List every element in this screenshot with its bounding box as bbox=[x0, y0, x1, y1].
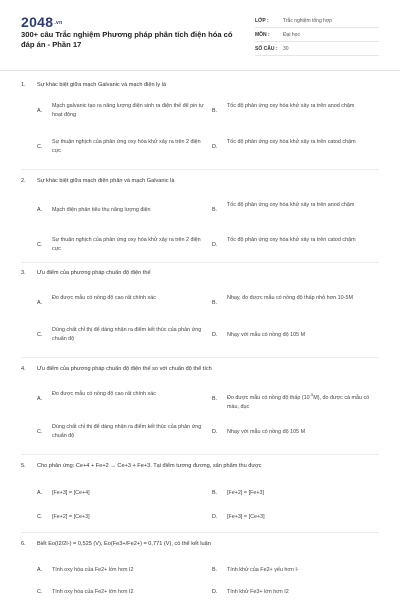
option-superscript: -5 bbox=[309, 392, 314, 397]
option-text: Tốc độ phản ứng oxy hóa khử xảy ra trên catod chậm bbox=[227, 139, 356, 145]
option-text: [Fe+3] = [Ce+4] bbox=[52, 490, 90, 496]
option-text: Dùng chất chỉ thị để dàng nhận ra điểm kết thúc của phản ứng chuẩn độ bbox=[52, 424, 202, 439]
question-number: 2. bbox=[21, 178, 26, 184]
question-divider bbox=[21, 262, 379, 263]
question-number: 1. bbox=[21, 82, 26, 88]
meta-label: MÔN : bbox=[255, 31, 270, 38]
option-letter: B. bbox=[212, 108, 218, 114]
question-stem bbox=[21, 270, 151, 276]
option-text: Tính khử Fe3+ lớn hơn I2 bbox=[227, 589, 289, 595]
option-text: Dùng chất chỉ thị để dàng nhận ra điểm kết thúc của phản ứng chuẩn độ bbox=[52, 327, 202, 342]
option-text: Mạch galvanic tạo ra năng lượng điện sinh ra điện thế để pin tự hoạt động bbox=[52, 103, 204, 118]
meta-value: Trắc nghiệm tổng hợp bbox=[283, 17, 332, 24]
option-letter: A. bbox=[37, 396, 43, 402]
brand-logo[interactable] bbox=[21, 14, 62, 30]
option-text: Tốc độ phản ứng oxy hóa khử xảy ra trên anod chậm bbox=[227, 202, 355, 208]
option-text: Nhạy với mẫu có nồng độ 105 M bbox=[227, 429, 306, 435]
option-letter: C. bbox=[37, 429, 43, 435]
option-text: Tính oxy hóa của Fe2+ lớn hơn I2 bbox=[52, 567, 134, 573]
option-letter: A. bbox=[37, 300, 43, 306]
question-divider bbox=[21, 532, 379, 533]
option-letter: B. bbox=[212, 396, 218, 402]
option-letter: C. bbox=[37, 332, 43, 338]
meta-table bbox=[255, 14, 379, 56]
question-number: 5. bbox=[21, 463, 26, 469]
question-stem bbox=[21, 82, 166, 88]
meta-value: Đại học bbox=[283, 31, 300, 38]
question-text: Sự khác biệt giữa mạch Galvanic và mạch điện ly là bbox=[37, 82, 167, 88]
option-text: Mạch điện phân tiêu thụ năng lượng điện bbox=[52, 207, 151, 213]
option-text: Sự thuận nghịch của phản ứng oxy hóa khử xảy ra trên 2 điện cực bbox=[52, 237, 201, 252]
option-letter: D. bbox=[212, 332, 218, 338]
brand-tld: .vn bbox=[54, 20, 63, 27]
option-letter: B. bbox=[212, 207, 218, 213]
option-text bbox=[227, 390, 382, 412]
option-letter: B. bbox=[212, 567, 218, 573]
question-text: Ưu điểm của phương pháp chuẩn độ điện thế so với chuẩn độ thể tích bbox=[37, 366, 212, 372]
option-letter: C. bbox=[37, 242, 43, 248]
option-text: Tốc độ phản ứng oxy hóa khử xảy ra trên catod chậm bbox=[227, 237, 356, 243]
option-letter: C. bbox=[37, 514, 43, 520]
question-text: Sự khác biệt giữa mạch điện phân và mạch Galvanic là bbox=[37, 178, 175, 184]
option-text: Đo được mẫu có nồng độ cao rất chính xác bbox=[52, 295, 156, 301]
option-letter: D. bbox=[212, 429, 218, 435]
option-text: [Fe+2] = [Ce+3] bbox=[52, 514, 90, 520]
option-text: Nhạy với mẫu có nồng độ 105 M bbox=[227, 332, 306, 338]
question-stem bbox=[21, 366, 212, 372]
option-letter: A. bbox=[37, 567, 43, 573]
question-number: 6. bbox=[21, 541, 26, 547]
meta-label: LỚP : bbox=[255, 17, 269, 24]
meta-row-subject bbox=[255, 28, 379, 42]
option-text: Nhạy, đo được mẫu có nồng độ thấp nhỏ hơn 10-5M bbox=[227, 295, 353, 301]
question-text: Ưu điểm của phương pháp chuẩn độ điện thế bbox=[37, 270, 151, 276]
option-text-post: M), đo được cả mẫu có màu, đục bbox=[227, 394, 370, 410]
question-stem bbox=[21, 463, 262, 469]
option-text: Sự thuận nghịch của phản ứng oxy hóa khử xảy ra trên 2 điện cực bbox=[52, 139, 201, 154]
option-letter: D. bbox=[212, 144, 218, 150]
option-letter: C. bbox=[37, 589, 43, 595]
option-letter: D. bbox=[212, 589, 218, 595]
document-header bbox=[0, 0, 400, 71]
question-number: 4. bbox=[21, 366, 26, 372]
option-text: Tốc độ phản ứng oxy hóa khử xảy ra trên anod chậm bbox=[227, 103, 355, 109]
question-divider bbox=[21, 357, 379, 358]
question-text: Biết Eo(I2/2I-) = 0,525 (V), Eo(Fe3+/Fe2+) = 0,771 (V), có thể kết luận bbox=[37, 541, 211, 547]
question-text: Cho phản ứng: Ce+4 + Fe+2 → Ce+3 + Fe+3. Tại điểm tương đương, sản phẩm thu được bbox=[37, 463, 262, 469]
question-divider bbox=[21, 169, 379, 170]
option-letter: C. bbox=[37, 144, 43, 150]
brand-name: 2048 bbox=[21, 14, 54, 30]
option-letter: A. bbox=[37, 207, 43, 213]
meta-row-count bbox=[255, 42, 379, 56]
meta-label: SỐ CÂU : bbox=[255, 45, 278, 52]
option-text: [Fe+2] = [Fe+3] bbox=[227, 490, 265, 496]
option-letter: A. bbox=[37, 108, 43, 114]
option-letter: D. bbox=[212, 514, 218, 520]
meta-value: 30 bbox=[283, 45, 289, 52]
option-letter: D. bbox=[212, 242, 218, 248]
question-divider bbox=[21, 454, 379, 455]
option-text-pre: Đo được mẫu có nồng độ thấp (10 bbox=[227, 394, 310, 401]
option-text: Đo được mẫu có nồng độ cao rất chính xác bbox=[52, 391, 156, 397]
option-letter: B. bbox=[212, 300, 218, 306]
page-title: 300+ câu Trắc nghiệm Phương pháp phân tích điện hóa có đáp án - Phần 17 bbox=[21, 30, 233, 49]
option-letter: B. bbox=[212, 490, 218, 496]
option-text: [Fe+3] = [Ce+3] bbox=[227, 514, 265, 520]
option-text: Tính khử của Fe2+ yếu hơn I- bbox=[227, 567, 299, 573]
meta-row-class bbox=[255, 14, 379, 28]
question-stem bbox=[21, 178, 174, 184]
option-letter: A. bbox=[37, 490, 43, 496]
option-text: Tính oxy hóa của Fe2+ lớn hơn I2 bbox=[52, 589, 134, 595]
question-stem bbox=[21, 541, 211, 547]
question-number: 3. bbox=[21, 270, 26, 276]
